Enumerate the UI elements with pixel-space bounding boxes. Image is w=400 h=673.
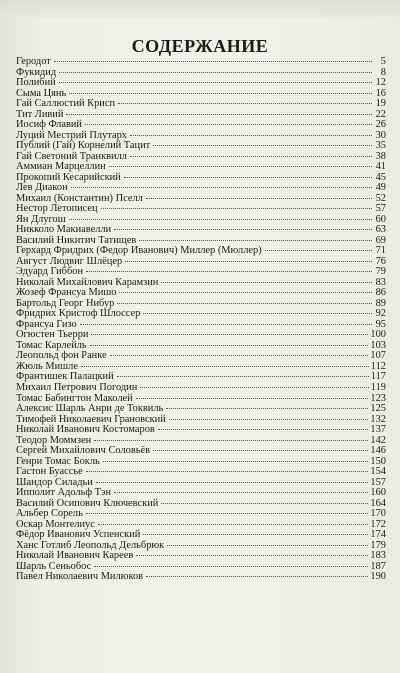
dot-leader — [117, 375, 369, 377]
toc-entry — [16, 404, 386, 415]
toc-entry-page: 190 — [370, 571, 386, 583]
toc-entry-name: Ян Длугош — [16, 213, 66, 225]
dot-leader — [94, 565, 368, 567]
dot-leader — [166, 407, 368, 409]
toc-entry-name: Сыма Цянь — [16, 87, 67, 99]
toc-entry-page: 164 — [370, 497, 386, 509]
toc-entry-name: Фукидид — [16, 66, 57, 78]
dot-leader — [59, 81, 372, 83]
toc-entry-page: 86 — [375, 287, 386, 299]
toc-entry-name: Василий Никитич Татищев — [16, 234, 137, 246]
dot-leader — [59, 71, 372, 73]
dot-leader — [153, 449, 368, 451]
toc-entry-name: Томас Бабингтон Маколей — [16, 392, 133, 404]
toc-entry-page: 60 — [375, 213, 386, 225]
toc-entry-page: 35 — [375, 140, 386, 152]
toc-entry-name: Шандор Силадьи — [16, 476, 93, 488]
toc-entry-name: Павел Николаевич Милюков — [16, 571, 144, 583]
dot-leader — [96, 481, 369, 483]
dot-leader — [86, 270, 372, 272]
toc-entry-name: Алексис Шарль Анри де Токвиль — [16, 403, 164, 415]
toc-entry-name: Франтишек Палацкий — [16, 371, 114, 383]
dot-leader — [69, 218, 372, 220]
dot-leader — [265, 249, 372, 251]
dot-leader — [139, 239, 372, 241]
toc-entry-page: 125 — [370, 403, 386, 415]
dot-leader — [125, 260, 372, 262]
dot-leader — [86, 470, 369, 472]
toc-entry-name: Эдуард Гиббон — [16, 266, 84, 278]
toc-entry-page: 154 — [370, 466, 386, 478]
toc-entry-page: 26 — [375, 119, 386, 131]
toc-entry-page: 172 — [370, 518, 386, 530]
toc-entry-page: 79 — [375, 266, 386, 278]
toc-entry-name: Леопольд фон Ранке — [16, 350, 107, 362]
dot-leader — [161, 502, 368, 504]
toc-entry-name: Герхард Фридрих (Федор Иванович) Миллер (Мюллер) — [16, 245, 262, 257]
dot-leader — [130, 155, 372, 157]
dot-leader — [114, 491, 368, 493]
toc-entry-page: 100 — [370, 329, 386, 341]
dot-leader — [161, 281, 372, 283]
toc-entry-page: 150 — [370, 455, 386, 467]
toc-entry-page: 89 — [375, 297, 386, 309]
dot-leader — [71, 186, 372, 188]
toc-entry-page: 123 — [370, 392, 386, 404]
dot-leader — [91, 333, 368, 335]
toc-entry-name: Франсуа Гизо — [16, 318, 77, 330]
toc-entry-page: 119 — [370, 381, 386, 393]
toc-entry-page: 69 — [375, 234, 386, 246]
toc-entry-name: Геродот — [16, 56, 51, 67]
toc-entry-name: Луций Местрий Плутарх — [16, 129, 127, 141]
dot-leader — [136, 554, 368, 556]
toc-entry-page: 12 — [375, 77, 386, 89]
toc-entry — [16, 78, 386, 89]
toc-entry — [16, 68, 386, 79]
toc-entry-page: 5 — [380, 56, 386, 67]
toc-entry-name: Жозеф Франсуа Мишо — [16, 287, 117, 299]
toc-entry-page: 76 — [375, 255, 386, 267]
toc-entry-name: Шарль Сеньобос — [16, 560, 92, 572]
toc-entry-page: 170 — [370, 508, 386, 520]
toc-entry-page: 117 — [370, 371, 386, 383]
toc-entry — [16, 383, 386, 394]
dot-leader — [117, 302, 372, 304]
dot-leader — [85, 123, 372, 125]
toc-entry-name: Гастон Буассье — [16, 466, 83, 478]
toc-entry-page: 30 — [375, 129, 386, 141]
toc-entry-page: 95 — [375, 318, 386, 330]
toc-entry-name: Альбер Сорель — [16, 508, 83, 520]
toc-entry-page: 142 — [370, 434, 386, 446]
toc-entry-name: Нестор Летописец — [16, 203, 98, 215]
toc-entry — [16, 425, 386, 436]
toc-entry-page: 92 — [375, 308, 386, 320]
dot-leader — [80, 323, 372, 325]
toc-entry-page: 19 — [375, 98, 386, 110]
toc-entry-name: Жюль Мишле — [16, 360, 78, 372]
dot-leader — [90, 344, 369, 346]
dot-leader — [153, 144, 372, 146]
toc-entry-name: Полибий — [16, 77, 56, 89]
toc-entry-name: Лев Диакон — [16, 182, 68, 194]
toc-entry-page: 41 — [375, 161, 386, 173]
toc-entry-name: Василий Осипович Ключевский — [16, 497, 159, 509]
dot-leader — [146, 197, 372, 199]
toc-entry-page: 45 — [375, 171, 386, 183]
dot-leader — [114, 228, 372, 230]
toc-entry-page: 112 — [370, 360, 386, 372]
toc-entry-page: 187 — [370, 560, 386, 572]
dot-leader — [143, 312, 372, 314]
toc-entry-page: 71 — [375, 245, 386, 257]
toc-entry-name: Фридрих Кристоф Шлоссер — [16, 308, 141, 320]
dot-leader — [81, 365, 369, 367]
toc-entry-name: Прокопий Кесарийский — [16, 171, 121, 183]
toc-entry-page: 157 — [370, 476, 386, 488]
toc-entry-page: 179 — [370, 539, 386, 551]
dot-leader — [109, 165, 372, 167]
toc-entry-name: Тит Ливий — [16, 108, 64, 120]
dot-leader — [146, 575, 368, 577]
toc-entry-page: 183 — [370, 550, 386, 562]
toc-entry-name: Аммиан Марцеллин — [16, 161, 106, 173]
dot-leader — [69, 92, 372, 94]
page-title: СОДЕРЖАНИЕ — [131, 36, 269, 56]
toc-entry-name: Никколо Макиавелли — [16, 224, 112, 236]
toc-entry — [16, 572, 386, 583]
toc-entry-page: 52 — [375, 192, 386, 204]
dot-leader — [169, 418, 369, 420]
toc-entry — [16, 99, 386, 110]
toc-entry-name: Фёдор Иванович Успенский — [16, 529, 141, 541]
previous-page-bleed — [0, 0, 400, 18]
toc-entry-name: Теодор Моммзен — [16, 434, 92, 446]
toc-entry-name: Гай Саллюстий Крисп — [16, 98, 116, 110]
toc-entry-name: Ханс Готлиб Леопольд Дельбрюк — [16, 539, 165, 551]
dot-leader — [158, 428, 369, 430]
toc-entry — [16, 173, 386, 184]
dot-leader — [86, 512, 369, 514]
toc-entry-name: Тимофей Николаевич Грановский — [16, 413, 166, 425]
dot-leader — [119, 291, 372, 293]
toc-entry-name: Сергей Михайлович Соловьёв — [16, 445, 150, 457]
toc-entry — [16, 204, 386, 215]
dot-leader — [66, 113, 372, 115]
toc-entry-name: Николай Михайлович Карамзин — [16, 276, 159, 288]
table-of-contents — [16, 57, 386, 583]
toc-entry-name: Гай Светоний Транквилл — [16, 150, 127, 162]
toc-entry-page: 132 — [370, 413, 386, 425]
toc-entry-page: 137 — [370, 424, 386, 436]
toc-entry-name: Август Людвиг Шлёцер — [16, 255, 123, 267]
dot-leader — [103, 460, 369, 462]
dot-leader — [94, 439, 368, 441]
dot-leader — [98, 523, 369, 525]
toc-entry-page: 63 — [375, 224, 386, 236]
dot-leader — [143, 533, 368, 535]
toc-entry-name: Николай Иванович Кареев — [16, 550, 134, 562]
toc-entry-page: 146 — [370, 445, 386, 457]
dot-leader — [130, 134, 372, 136]
toc-entry-name: Бартольд Георг Нибур — [16, 297, 115, 309]
toc-entry-name: Оскар Монтелиус — [16, 518, 95, 530]
dot-leader — [140, 386, 369, 388]
toc-entry-name: Михаил (Константин) Пселл — [16, 192, 143, 204]
toc-entry-page: 83 — [375, 276, 386, 288]
toc-entry-name: Николай Иванович Костомаров — [16, 424, 155, 436]
toc-entry-page: 174 — [370, 529, 386, 541]
toc-entry-page: 107 — [370, 350, 386, 362]
toc-entry — [16, 57, 386, 68]
dot-leader — [124, 176, 372, 178]
dot-leader — [101, 207, 372, 209]
toc-entry-page: 103 — [370, 339, 386, 351]
dot-leader — [110, 354, 369, 356]
toc-entry-page: 22 — [375, 108, 386, 120]
toc-entry-name: Генри Томас Бокль — [16, 455, 100, 467]
toc-entry-name: Огюстен Тьерри — [16, 329, 89, 341]
toc-entry-page: 160 — [370, 487, 386, 499]
toc-entry-name: Иосиф Флавий — [16, 119, 82, 131]
toc-entry-name: Публий (Гай) Корнелий Тацит — [16, 140, 151, 152]
toc-entry-name: Ипполит Адольф Тэн — [16, 487, 112, 499]
toc-entry-page: 8 — [380, 66, 386, 78]
toc-entry-page: 38 — [375, 150, 386, 162]
toc-entry-page: 49 — [375, 182, 386, 194]
toc-entry-page: 57 — [375, 203, 386, 215]
dot-leader — [136, 397, 369, 399]
dot-leader — [167, 544, 368, 546]
dot-leader — [54, 60, 372, 62]
dot-leader — [118, 102, 372, 104]
toc-entry-name: Томас Карлейль — [16, 339, 87, 351]
toc-entry-name: Михаил Петрович Погодин — [16, 381, 138, 393]
toc-entry-page: 16 — [375, 87, 386, 99]
